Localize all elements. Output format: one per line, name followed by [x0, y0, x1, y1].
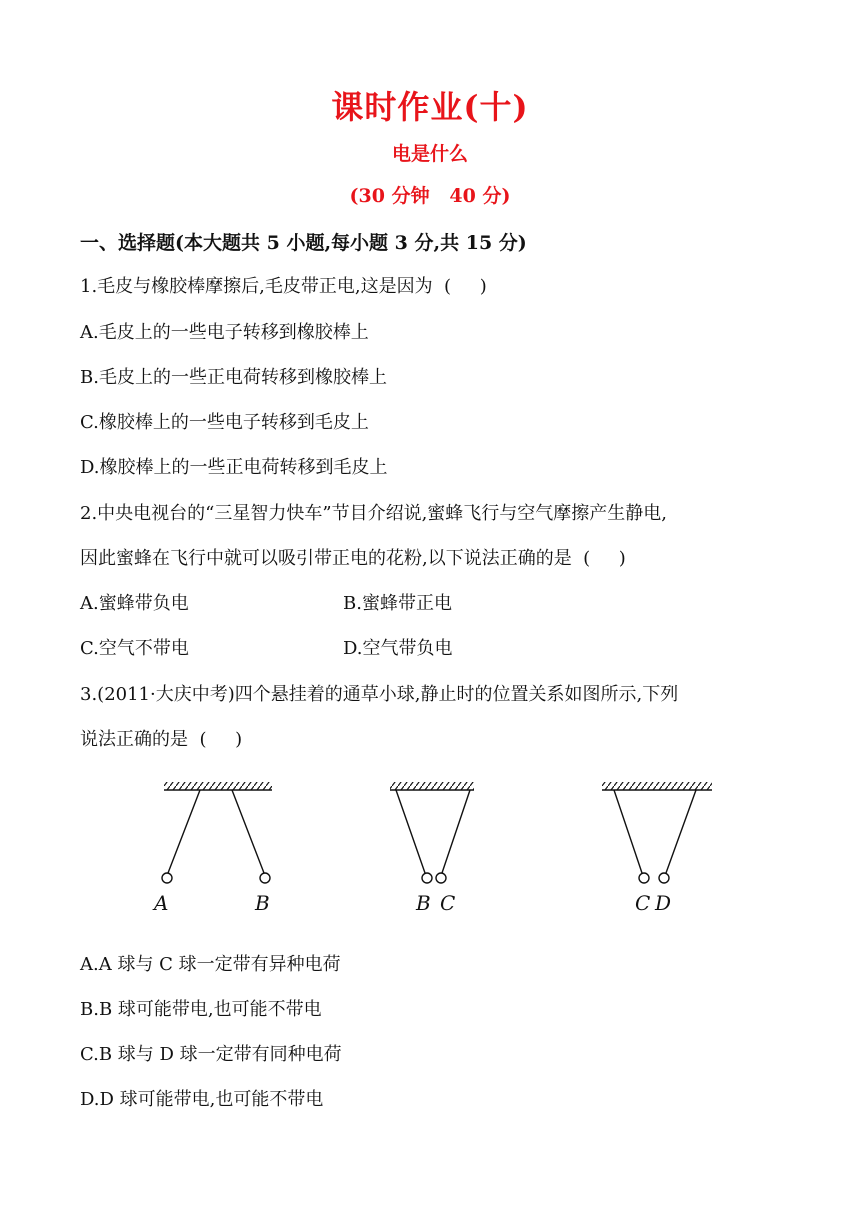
q3-stem-line1: 3.(2011·大庆中考)四个悬挂着的通草小球,静止时的位置关系如图所示,下列: [80, 684, 679, 705]
ball-a: [162, 873, 172, 883]
pair-bc-diagram: [390, 782, 474, 915]
q1-option-a: A.毛皮上的一些电子转移到橡胶棒上: [80, 322, 369, 343]
q2-stem-line1: 2.中央电视台的“三星智力快车”节目介绍说,蜜蜂飞行与空气摩擦产生静电,: [80, 503, 668, 524]
ceiling-hatch: [602, 782, 712, 790]
q3-option-d: D.D 球可能带电,也可能不带电: [80, 1089, 324, 1110]
q2-stem-line2: 因此蜜蜂在飞行中就可以吸引带正电的花粉,以下说法正确的是 ( ): [80, 548, 626, 569]
label-c: C: [440, 891, 456, 915]
ball-c: [639, 873, 649, 883]
lesson-subtitle: 电是什么: [391, 143, 468, 165]
section-heading: 一、选择题(本大题共 5 小题,每小题 3 分,共 15 分): [80, 232, 527, 254]
q2-option-c: C.空气不带电: [80, 638, 189, 659]
q2-option-b: B.蜜蜂带正电: [343, 593, 452, 614]
ball-d: [659, 873, 669, 883]
thread-b: [232, 790, 264, 873]
q3-option-a: A.A 球与 C 球一定带有异种电荷: [80, 954, 341, 975]
thread-d: [666, 790, 696, 873]
ceiling-hatch: [390, 782, 474, 790]
label-d: D: [655, 891, 672, 915]
ceiling-hatch: [164, 782, 272, 790]
label-b: B: [416, 891, 431, 915]
thread-a: [168, 790, 200, 873]
q3-option-b: B.B 球可能带电,也可能不带电: [80, 999, 322, 1020]
page-title: 课时作业(十): [331, 88, 529, 126]
thread-c: [442, 790, 470, 873]
ball-b: [260, 873, 270, 883]
thread-c: [614, 790, 642, 873]
q2-option-a: A.蜜蜂带负电: [80, 593, 189, 614]
ball-b: [422, 873, 432, 883]
q1-option-c: C.橡胶棒上的一些电子转移到毛皮上: [80, 412, 369, 433]
thread-b: [396, 790, 425, 873]
hanging-balls-figure: [140, 770, 740, 920]
pair-cd-diagram: [602, 782, 712, 915]
label-c: C: [635, 891, 651, 915]
label-a: A: [154, 891, 169, 915]
label-b: B: [255, 891, 270, 915]
q1-option-d: D.橡胶棒上的一些正电荷转移到毛皮上: [80, 457, 388, 478]
ball-c: [436, 873, 446, 883]
q2-option-d: D.空气带负电: [343, 638, 453, 659]
q1-stem: 1.毛皮与橡胶棒摩擦后,毛皮带正电,这是因为 ( ): [80, 276, 487, 297]
pair-ab-diagram: [152, 782, 272, 915]
q3-option-c: C.B 球与 D 球一定带有同种电荷: [80, 1044, 342, 1065]
q3-stem-line2: 说法正确的是 ( ): [80, 729, 243, 750]
q1-option-b: B.毛皮上的一些正电荷转移到橡胶棒上: [80, 367, 387, 388]
time-and-score: (30 分钟 40 分): [349, 185, 511, 207]
